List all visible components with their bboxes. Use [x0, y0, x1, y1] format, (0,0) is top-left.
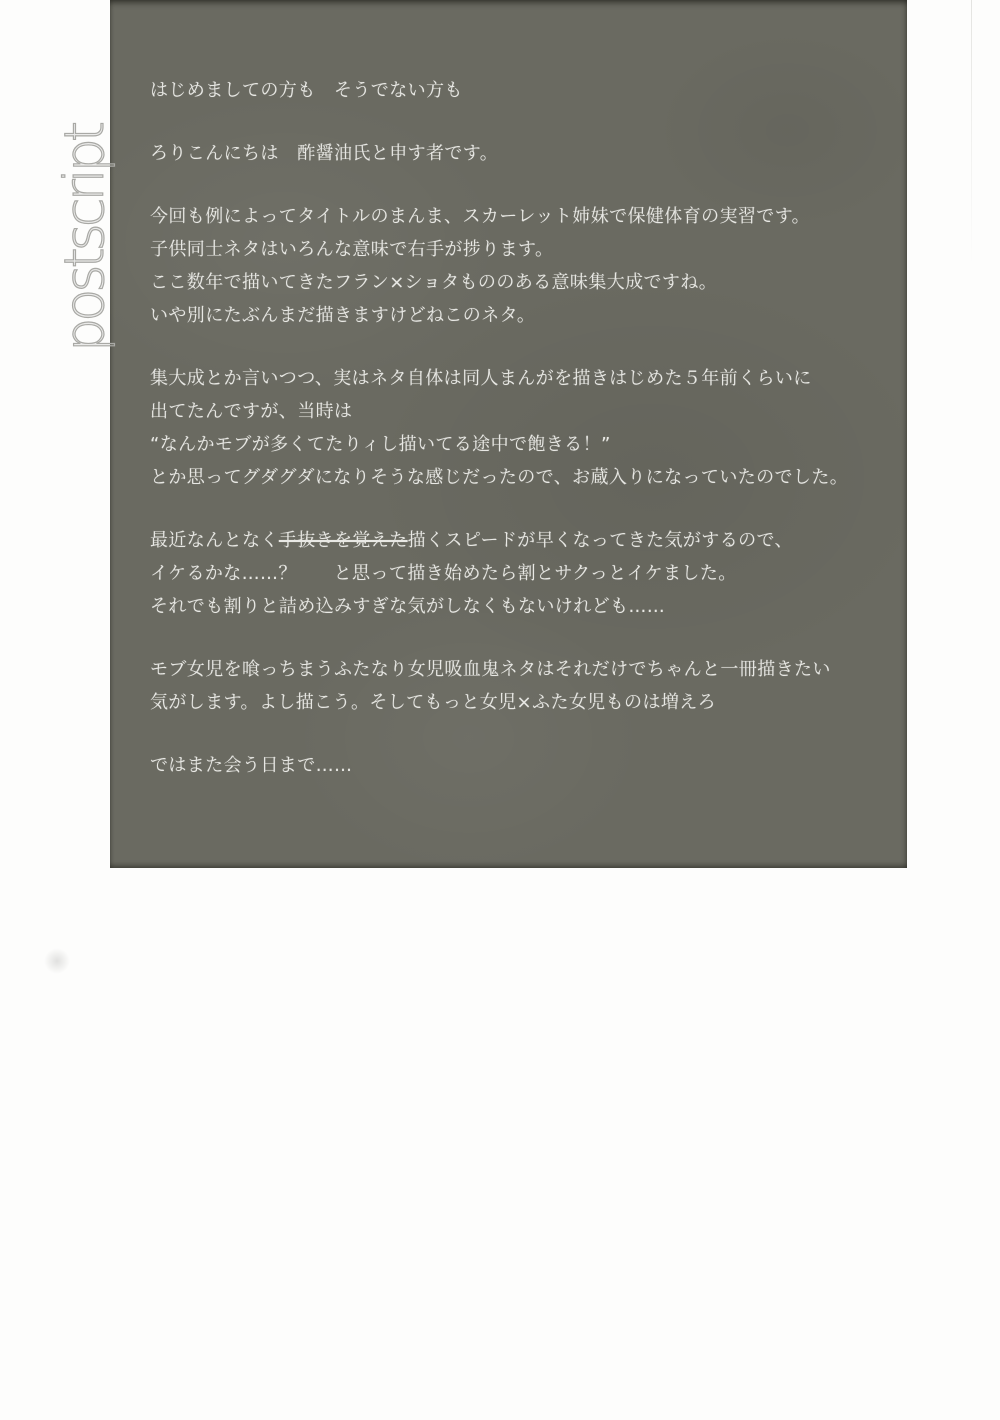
scan-artifact-smudge	[44, 948, 70, 974]
paragraph	[150, 137, 881, 170]
paragraph	[150, 200, 881, 332]
text-line	[150, 299, 881, 332]
paragraph	[150, 524, 881, 623]
text-line	[150, 200, 881, 233]
text-segment: 描くスピードが早くなってきた気がするので、	[407, 530, 793, 551]
scan-artifact-line	[971, 0, 972, 265]
text-segment: 子供同士ネタはいろんな意味で右手が捗ります。	[150, 239, 554, 260]
postscript-vertical-label: postscript	[53, 124, 116, 352]
paragraph	[150, 653, 881, 719]
text-line	[150, 557, 881, 590]
text-segment: 集大成とか言いつつ、実はネタ自体は同人まんがを描きはじめた５年前くらいに	[150, 368, 812, 389]
text-segment: はじめましての方も そうでない方も	[150, 80, 463, 101]
text-segment: ろりこんにちは 酢醤油氏と申す者です。	[150, 143, 499, 164]
text-segment: モブ女児を喰っちまうふたなり女児吸血鬼ネタはそれだけでちゃんと一冊描きたい	[150, 659, 831, 680]
text-line	[150, 428, 881, 461]
text-segment: とか思ってグダグダになりそうな感じだったので、お蔵入りになっていたのでした。	[150, 467, 849, 488]
paragraph	[150, 74, 881, 107]
paragraph	[150, 749, 881, 782]
text-segment: いや別にたぶんまだ描きますけどねこのネタ。	[150, 305, 536, 326]
text-line	[150, 266, 881, 299]
text-segment: それでも割りと詰め込みすぎな気がしなくもないけれども……	[150, 596, 666, 617]
text-line	[150, 686, 881, 719]
text-line	[150, 74, 881, 107]
paragraph	[150, 362, 881, 494]
text-line	[150, 461, 881, 494]
text-segment: “なんかモブが多くてたりィし描いてる途中で飽きる！”	[150, 434, 611, 455]
text-segment: 今回も例によってタイトルのまんま、スカーレット姉妹で保健体育の実習です。	[150, 206, 811, 227]
text-segment: イケるかな……？ と思って描き始めたら割とサクっとイケました。	[150, 563, 737, 584]
text-line	[150, 395, 881, 428]
text-segment: 出てたんですが、当時は	[150, 401, 353, 422]
text-segment: ではまた会う日まで……	[150, 755, 353, 776]
postscript-text	[110, 0, 907, 812]
text-line	[150, 749, 881, 782]
text-line	[150, 362, 881, 395]
text-line	[150, 590, 881, 623]
struck-text: 手抜きを覚えた	[278, 530, 408, 551]
text-line	[150, 233, 881, 266]
text-line	[150, 653, 881, 686]
text-segment: ここ数年で描いてきたフラン×ショタもののある意味集大成ですね。	[150, 272, 718, 293]
text-line	[150, 524, 881, 557]
text-segment: 気がします。よし描こう。そしてもっと女児×ふた女児ものは増えろ	[150, 692, 717, 713]
text-line	[150, 137, 881, 170]
text-segment: 最近なんとなく	[150, 530, 279, 551]
